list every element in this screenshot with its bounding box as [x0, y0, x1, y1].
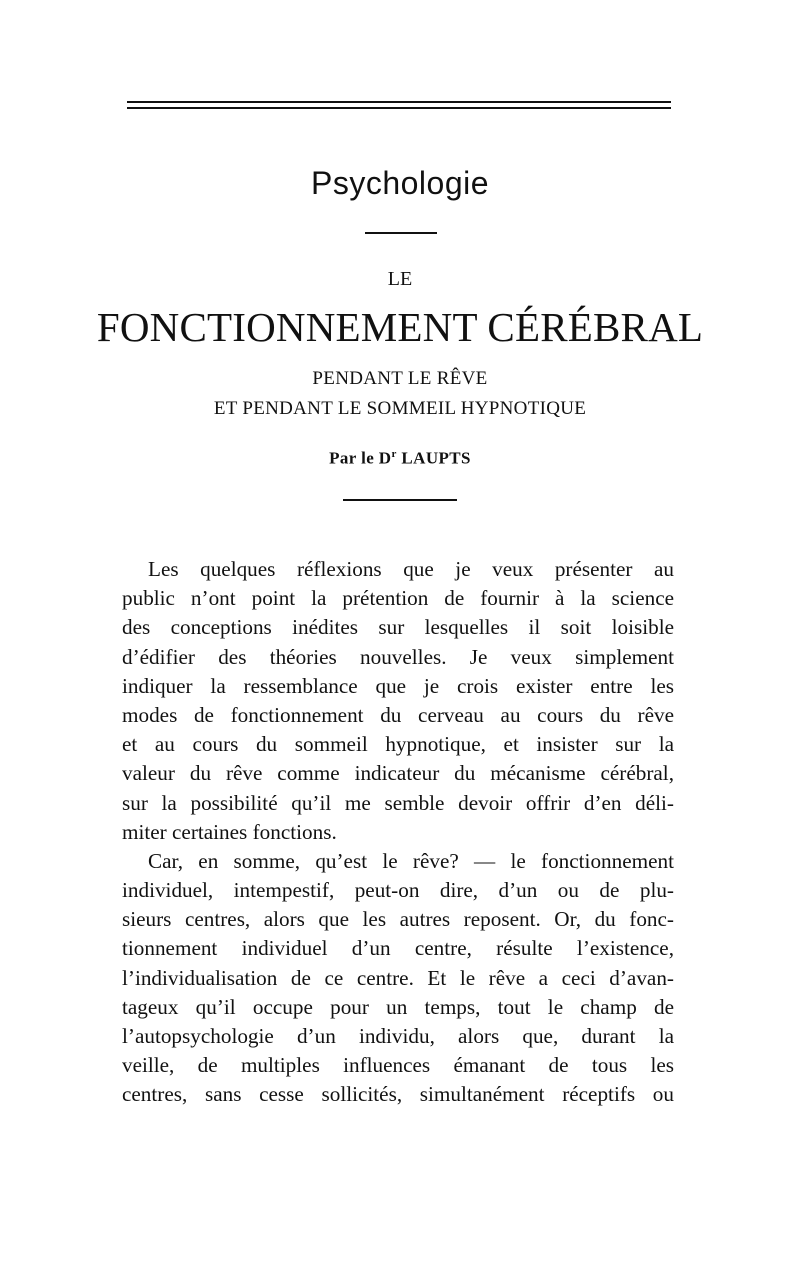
section-divider — [365, 232, 437, 234]
article-article-word: LE — [387, 268, 413, 290]
paragraph-2-line: tageux qu’il occupe pour un temps, tout le champ de — [122, 994, 674, 1019]
article-title: FONCTIONNEMENT CÉRÉBRAL — [96, 304, 704, 350]
author-title-superscript: r — [391, 448, 397, 460]
article-author — [0, 448, 800, 469]
title-divider — [343, 499, 457, 501]
paragraph-2-line: Car, en somme, qu’est le rêve? — le fonctionnement — [148, 848, 674, 873]
header-rule-bottom — [127, 107, 671, 109]
section-heading: Psychologie — [310, 165, 490, 201]
author-prefix: Par le D — [329, 448, 392, 468]
paragraph-1-line: sur la possibilité qu’il me semble devoir offrir d’en déli- — [122, 790, 674, 815]
paragraph-1-line: Les quelques réflexions que je veux présenter au — [148, 557, 674, 581]
author-name: LAUPTS — [401, 448, 471, 468]
paragraph-1-line: valeur du rêve comme indicateur du mécanisme cérébral, — [122, 761, 674, 786]
paragraph-2-line: l’individualisation de ce centre. Et le rêve a ceci d’avan- — [122, 965, 674, 990]
paragraph-2-line: l’autopsychologie d’un individu, alors que, durant la — [122, 1024, 674, 1048]
article-subtitle-line-1: PENDANT LE RÊVE — [312, 368, 488, 389]
paragraph-1-line: public n’ont point la prétention de fournir à la science — [122, 586, 674, 611]
paragraph-1-line: indiquer la ressemblance que je crois exister entre les — [122, 673, 674, 698]
paragraph-1-line: miter certaines fonctions. — [122, 819, 337, 844]
paragraph-2-line: tionnement individuel d’un centre, résulte l’existence, — [122, 936, 674, 961]
paragraph-1-line: modes de fonctionnement du cerveau au cours du rêve — [122, 702, 674, 727]
paragraph-1-line: des conceptions inédites sur lesquelles il soit loisible — [122, 615, 674, 640]
paragraph-1-line: et au cours du sommeil hypnotique, et insister sur la — [122, 732, 674, 757]
paragraph-2-line: sieurs centres, alors que les autres reposent. Or, du fonc- — [122, 907, 674, 932]
article-subtitle-line-2: ET PENDANT LE SOMMEIL HYPNOTIQUE — [213, 398, 587, 419]
header-rule-top — [127, 101, 671, 103]
article-body — [122, 555, 674, 1110]
paragraph-2-line: veille, de multiples influences émanant de tous les — [122, 1053, 674, 1078]
paragraph-2-line: centres, sans cesse sollicités, simultanément réceptifs ou — [122, 1082, 674, 1107]
paragraph-1-line: d’édifier des théories nouvelles. Je veux simplement — [122, 644, 674, 669]
paragraph-2-line: individuel, intempestif, peut-on dire, d’un ou de plu- — [122, 878, 674, 903]
